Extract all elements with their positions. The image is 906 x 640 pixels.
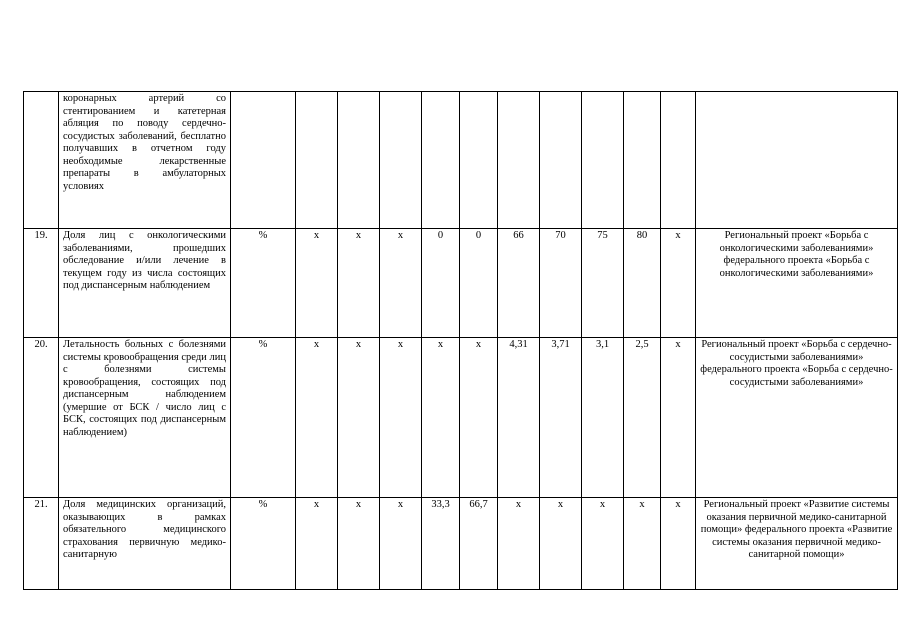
source-project: Региональный проект «Развитие системы оказания первичной медико-санитарной помощи» федерального проекта «Развитие системы оказания первичной медико-санитарной помощи» — [696, 498, 898, 590]
value-cell: х — [296, 229, 338, 338]
row-number: 20. — [24, 338, 59, 498]
source-project: Региональный проект «Борьба с онкологическими заболеваниями» федерального проекта «Борьба с онкологическими заболеваниями» — [696, 229, 898, 338]
value-cell: 0 — [422, 229, 460, 338]
value-cell: х — [380, 498, 422, 590]
value-cell: х — [422, 338, 460, 498]
table-row — [24, 229, 898, 338]
row-number: 21. — [24, 498, 59, 590]
row-number — [24, 92, 59, 229]
indicator-description: Летальность больных с болезнями системы кровообращения среди лиц с болезнями системы кровообращения, состоящих под диспансерным наблюдением (умершие от БСК / число лиц с БСК, состоящих под диспансерным наблюдением) — [59, 338, 231, 498]
value-cell: х — [380, 338, 422, 498]
unit-cell — [231, 92, 296, 229]
value-cell — [624, 92, 661, 229]
indicators-table — [23, 91, 898, 590]
value-cell: х — [296, 338, 338, 498]
value-cell: х — [338, 498, 380, 590]
value-cell: х — [540, 498, 582, 590]
value-cell: 66,7 — [460, 498, 498, 590]
value-cell — [422, 92, 460, 229]
source-project: Региональный проект «Борьба с сердечно-сосудистыми заболеваниями» федерального проекта «Борьба с сердечно-сосудистыми заболеваниями» — [696, 338, 898, 498]
source-project — [696, 92, 898, 229]
indicator-description: Доля лиц с онкологическими заболеваниями, прошедших обследование и/или лечение в текущем году из числа состоящих под диспансерным наблюдением — [59, 229, 231, 338]
unit-cell: % — [231, 229, 296, 338]
value-cell — [296, 92, 338, 229]
unit-cell: % — [231, 498, 296, 590]
value-cell: 3,1 — [582, 338, 624, 498]
value-cell: х — [624, 498, 661, 590]
value-cell — [460, 92, 498, 229]
row-number: 19. — [24, 229, 59, 338]
table-row — [24, 338, 898, 498]
table-row — [24, 92, 898, 229]
value-cell: х — [582, 498, 624, 590]
value-cell: 66 — [498, 229, 540, 338]
value-cell — [380, 92, 422, 229]
value-cell: 0 — [460, 229, 498, 338]
value-cell — [338, 92, 380, 229]
indicator-description: Доля медицинских организаций, оказывающих в рамках обязательного медицинского страхования первичную медико-санитарную — [59, 498, 231, 590]
value-cell: 4,31 — [498, 338, 540, 498]
value-cell: 80 — [624, 229, 661, 338]
value-cell — [661, 92, 696, 229]
value-cell: х — [661, 338, 696, 498]
value-cell: 3,71 — [540, 338, 582, 498]
value-cell — [498, 92, 540, 229]
indicator-description: коронарных артерий со стентированием и катетерная абляция по поводу сердечно-сосудистых заболеваний, бесплатно получавших в отчетном году необходимые лекарственные препараты в амбулаторных условиях — [59, 92, 231, 229]
value-cell: х — [338, 229, 380, 338]
table-body — [24, 92, 898, 590]
value-cell: х — [661, 229, 696, 338]
value-cell: х — [460, 338, 498, 498]
value-cell — [540, 92, 582, 229]
value-cell: х — [498, 498, 540, 590]
value-cell: 75 — [582, 229, 624, 338]
unit-cell: % — [231, 338, 296, 498]
value-cell — [582, 92, 624, 229]
value-cell: х — [338, 338, 380, 498]
value-cell: 33,3 — [422, 498, 460, 590]
value-cell: 2,5 — [624, 338, 661, 498]
value-cell: х — [380, 229, 422, 338]
value-cell: 70 — [540, 229, 582, 338]
value-cell: х — [296, 498, 338, 590]
table-row — [24, 498, 898, 590]
value-cell: х — [661, 498, 696, 590]
